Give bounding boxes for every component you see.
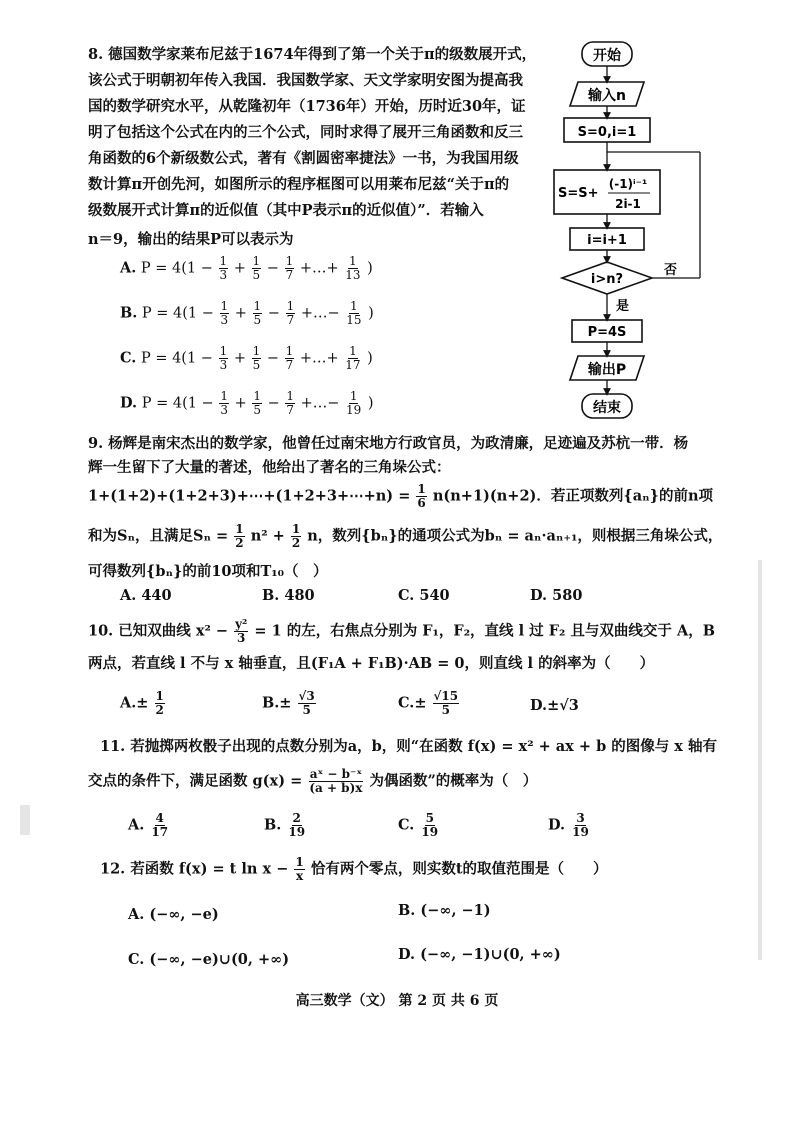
- fraction: $\frac{1}{7}$: [286, 299, 295, 327]
- q10-line-2: 两点，若直线 l 不与 x 轴垂直，且(F₁A + F₁B)·AB = 0，则直线 l 的斜率为（ ）: [88, 655, 655, 672]
- q8-line-6: 数计算π开创先河，如图所示的程序框图可以用莱布尼兹“关于π的: [88, 176, 510, 193]
- page-footer: 高三数学（文） 第 2 页 共 6 页: [295, 993, 499, 1009]
- q11-line-1: 11. 若抛掷两枚骰子出现的点数分别为a，b，则“在函数 f(x) = x² + ax + b 的图像与 x 轴有: [100, 738, 717, 755]
- paren: ): [367, 350, 373, 367]
- sign: +: [234, 305, 247, 322]
- q9-formula-line: [88, 483, 713, 510]
- q12-option-b[interactable]: B. (−∞, −1): [398, 902, 491, 919]
- fraction: $\frac{1}{5}$: [253, 299, 262, 327]
- fraction: $\frac{1}{13}$: [345, 254, 361, 282]
- q11-option-c[interactable]: [398, 812, 440, 839]
- flow-assign-label: P=4S: [587, 325, 627, 340]
- sign: −: [267, 305, 280, 322]
- flow-start-label: 开始: [593, 48, 621, 64]
- formula-right: n(n+1)(n+2)．若正项数列{aₙ}的前n项: [432, 487, 714, 505]
- sign: +…+: [299, 260, 339, 277]
- q8-option-c[interactable]: [120, 345, 373, 372]
- flow-init-label: S=0,i=1: [577, 125, 637, 140]
- fraction: $\frac{\text{y²}}{3}$: [235, 617, 248, 645]
- fraction: $\frac{1}{x}$: [295, 855, 304, 883]
- q9-line-5: 可得数列{bₙ}的前10项和T₁₀（ ）: [88, 563, 328, 580]
- fraction: $\frac{2}{19}$: [288, 811, 306, 839]
- fraction: $\frac{1}{7}$: [285, 254, 294, 282]
- flow-update-s-num: (-1)ⁱ⁻¹: [608, 177, 648, 191]
- q11-option-d[interactable]: [548, 812, 591, 839]
- flowchart-diagram: [548, 38, 708, 424]
- option-letter: C.±: [398, 694, 427, 712]
- option-prefix: P = 4(1 −: [141, 305, 214, 322]
- option-letter: D.: [120, 394, 138, 412]
- fraction: $\frac{1}{17}$: [345, 344, 361, 372]
- fraction: $\frac{1}{7}$: [285, 344, 294, 372]
- flow-input-label: 输入n: [588, 88, 626, 104]
- scan-speck: [758, 560, 762, 960]
- flow-increment-label: i=i+1: [587, 233, 627, 248]
- flow-update-s-prefix: S=S+: [558, 186, 599, 201]
- line1-b: 恰有两个零点，则实数t的取值范围是（ ）: [310, 860, 608, 878]
- flow-update-s-den: 2i-1: [615, 197, 641, 211]
- line4-b: n² +: [250, 527, 285, 545]
- q12-line-1: [100, 856, 608, 883]
- option-letter: C.: [398, 816, 415, 834]
- option-prefix: P = 4(1 −: [141, 395, 214, 412]
- line1-a: 10. 已知双曲线 x² −: [88, 622, 229, 640]
- scan-speck: [20, 805, 30, 835]
- q8-line-2: 该公式于明朝初年传入我国．我国数学家、天文学家明安图为提高我: [88, 72, 523, 89]
- option-letter: C.: [120, 349, 137, 367]
- q8-option-b[interactable]: [120, 300, 374, 327]
- q8-option-a[interactable]: [120, 255, 373, 282]
- line2-a: 交点的条件下，满足函数 g(x) =: [88, 772, 303, 790]
- sign: +…+: [299, 350, 339, 367]
- q10-option-a[interactable]: [120, 690, 166, 717]
- q8-line-1: 8. 德国数学家莱布尼兹于1674年得到了第一个关于π的级数展开式，: [88, 46, 537, 63]
- q11-option-a[interactable]: [128, 812, 170, 839]
- option-letter: A.: [120, 259, 137, 277]
- paren: ): [367, 395, 374, 412]
- sign: +…−: [300, 395, 340, 412]
- q8-option-d[interactable]: [120, 390, 374, 417]
- sign: −: [266, 260, 279, 277]
- flow-no-label: 否: [664, 263, 678, 278]
- fraction: $\frac{1}{2}$: [235, 522, 244, 550]
- fraction: $\frac{1}{3}$: [220, 299, 229, 327]
- q8-line-4: 明了包括这个公式在内的三个公式，同时求得了展开三角函数和反三: [88, 124, 523, 141]
- fraction: $\frac{1}{3}$: [219, 254, 228, 282]
- q10-option-b[interactable]: [262, 690, 317, 717]
- option-letter: B.: [264, 816, 282, 834]
- q11-option-b[interactable]: [264, 812, 307, 839]
- sign: +…−: [300, 305, 340, 322]
- option-letter: B.±: [262, 694, 292, 712]
- q9-line-1: 9. 杨辉是南宋杰出的数学家，他曾任过南宋地方行政官员，为政清廉，足迹遍及苏杭一带．杨: [88, 435, 689, 452]
- q11-line-2: [88, 768, 537, 795]
- option-letter: D.: [548, 816, 566, 834]
- paren: ): [367, 260, 373, 277]
- q8-line-7: 级数展开式计算π的近似值（其中P表示π的近似值）”．若输入: [88, 202, 484, 219]
- q10-line-1: [88, 618, 715, 645]
- q10-option-c[interactable]: [398, 690, 460, 717]
- q12-option-c[interactable]: C. (−∞, −e)∪(0, +∞): [128, 951, 290, 968]
- fraction: $\frac{\text{aˣ − b⁻ˣ}}{(a + b)x}$: [309, 767, 363, 795]
- q9-option-d[interactable]: D. 580: [530, 587, 583, 604]
- fraction: $\frac{1}{5}$: [252, 344, 261, 372]
- line4-c: n，数列{bₙ}的通项公式为bₙ = aₙ·aₙ₊₁，则根据三角垛公式，: [307, 527, 723, 545]
- q8-line-8: n＝9，输出的结果P可以表示为: [88, 231, 294, 248]
- flow-yes-label: 是: [616, 299, 630, 314]
- fraction: $\frac{1}{2}$: [155, 689, 164, 717]
- q12-option-d[interactable]: D. (−∞, −1)∪(0, +∞): [398, 946, 561, 963]
- q12-option-a[interactable]: A. (−∞, −e): [128, 906, 219, 923]
- option-letter: A.: [128, 816, 145, 834]
- fraction: $\frac{√3}{5}$: [298, 689, 315, 717]
- fraction: $\frac{1}{3}$: [220, 389, 228, 417]
- fraction: $\frac{1}{2}$: [291, 522, 301, 550]
- q10-option-d[interactable]: D.±√3: [530, 697, 579, 714]
- q8-line-3: 国的数学研究水平，从乾隆初年（1736年）开始，历时近30年，证: [88, 98, 526, 115]
- flow-condition-label: i>n?: [590, 272, 624, 287]
- fraction: $\frac{1}{19}$: [346, 389, 362, 417]
- sign: +: [233, 260, 246, 277]
- option-letter: A.±: [120, 694, 149, 712]
- option-prefix: P = 4(1 −: [140, 350, 213, 367]
- fraction: $\frac{1}{5}$: [253, 389, 261, 417]
- flow-end-label: 结束: [593, 400, 621, 416]
- fraction: $\frac{3}{19}$: [572, 811, 589, 839]
- fraction: $\frac{√15}{5}$: [433, 689, 459, 717]
- line2-b: 为偶函数”的概率为（ ）: [369, 772, 538, 790]
- option-letter: B.: [120, 304, 138, 322]
- q9-option-a[interactable]: A. 440: [120, 587, 172, 604]
- fraction: $\frac{1}{15}$: [346, 299, 362, 327]
- line1-b: = 1 的左，右焦点分别为 F₁，F₂，直线 l 过 F₂ 且与双曲线交于 A，B: [254, 622, 715, 640]
- q9-line-2: 辉一生留下了大量的著述，他给出了著名的三角垛公式：: [88, 459, 451, 476]
- fraction: $\frac{4}{17}$: [151, 811, 169, 839]
- line4-a: 和为Sₙ，且满足Sₙ =: [88, 527, 229, 545]
- fraction: $\frac{1}{7}$: [286, 389, 294, 417]
- fraction: $\frac{1}{5}$: [252, 254, 261, 282]
- q9-option-c[interactable]: C. 540: [398, 587, 450, 604]
- formula-left: 1+(1+2)+(1+2+3)+⋯+(1+2+3+⋯+n) =: [88, 487, 411, 505]
- sign: +: [233, 350, 246, 367]
- fraction: $\frac{1}{6}$: [417, 482, 426, 510]
- sign: −: [266, 350, 279, 367]
- option-prefix: P = 4(1 −: [140, 260, 213, 277]
- fraction: $\frac{5}{19}$: [421, 811, 439, 839]
- sign: −: [267, 395, 280, 412]
- line1-a: 12. 若函数 f(x) = t ln x −: [100, 860, 289, 878]
- fraction: $\frac{1}{3}$: [219, 344, 228, 372]
- q9-line-4: [88, 523, 722, 550]
- sign: +: [234, 395, 247, 412]
- paren: ): [368, 305, 374, 322]
- flow-output-label: 输出P: [587, 362, 627, 378]
- q9-option-b[interactable]: B. 480: [262, 587, 315, 604]
- q8-line-5: 角函数的6个新级数公式，著有《割圆密率捷法》一书，为我国用级: [88, 150, 519, 167]
